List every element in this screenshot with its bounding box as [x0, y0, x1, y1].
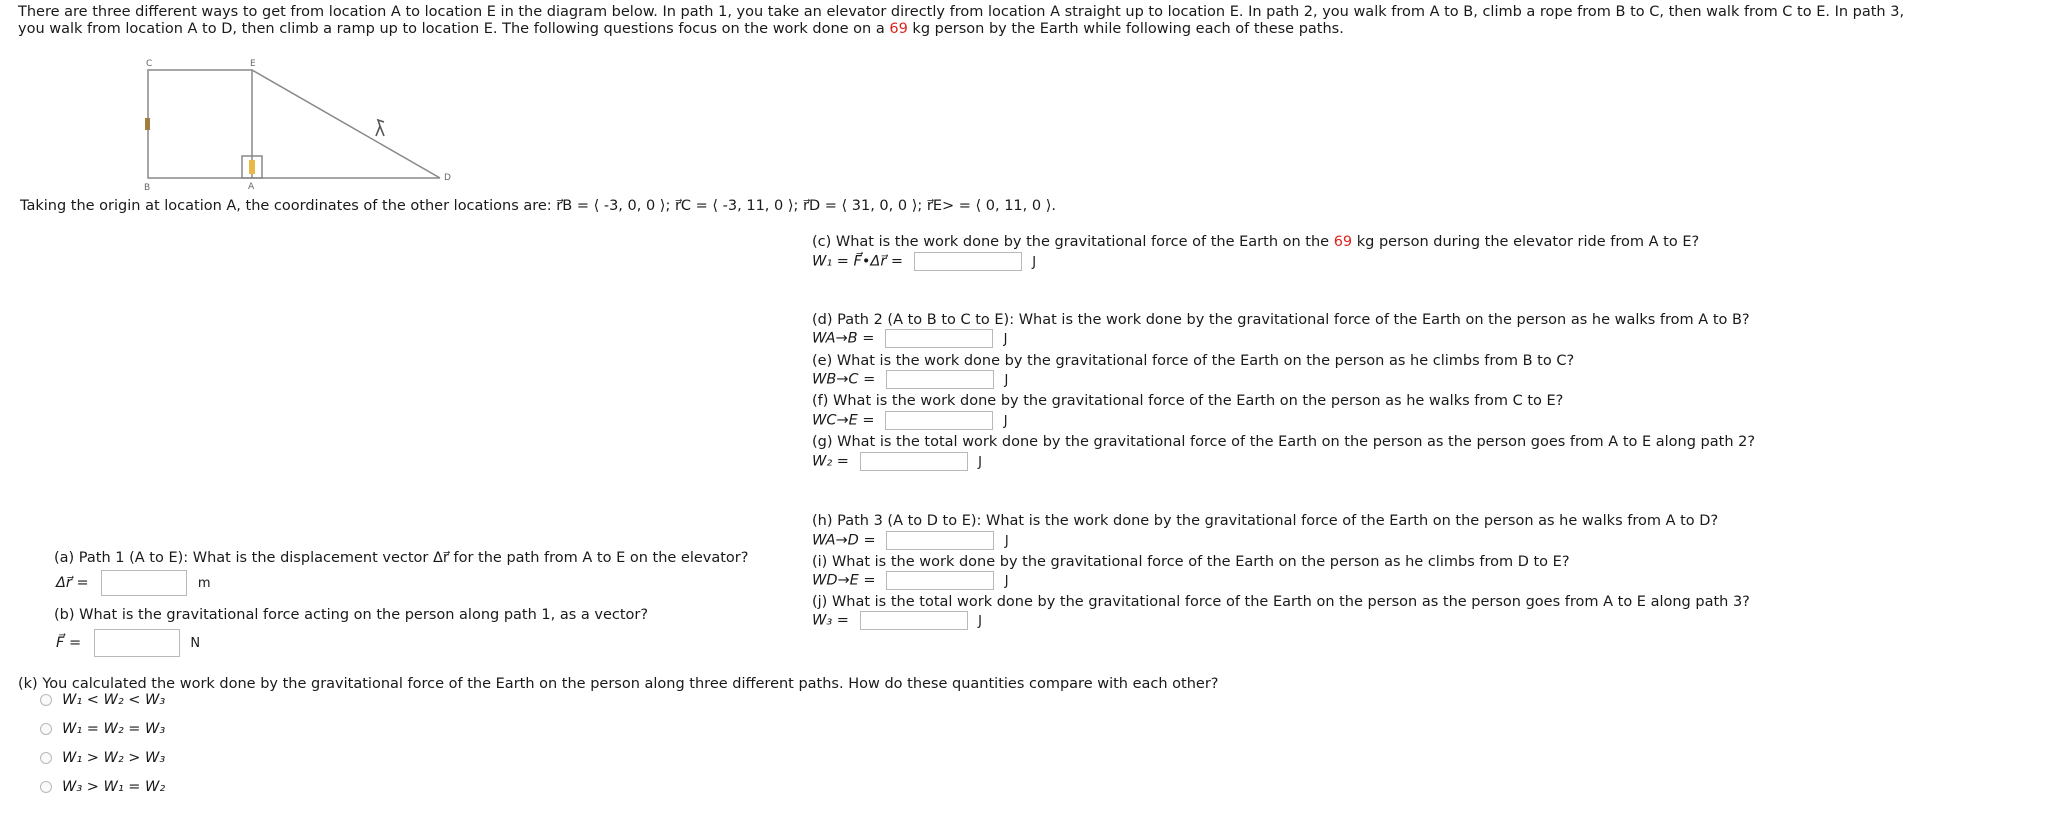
- question-e-row: [812, 370, 1008, 389]
- question-k-prompt: (k) You calculated the work done by the gravitational force of the Earth on the person along three different paths. How do these quantities compare with each other?: [18, 676, 1219, 692]
- question-b-row: [56, 629, 200, 657]
- mass-value: 69: [889, 21, 908, 37]
- question-j-label: W₃ =: [812, 612, 849, 629]
- ramp-walker-icon: [376, 120, 384, 136]
- option-k-4[interactable]: [40, 779, 165, 796]
- question-f-row: [812, 411, 1008, 430]
- question-i-label: WD→E =: [812, 572, 876, 589]
- answer-input-c[interactable]: [914, 252, 1022, 271]
- question-b-unit: N: [190, 636, 201, 651]
- question-j-prompt: (j) What is the total work done by the gravitational force of the Earth on the person as the person goes from A to E along path 3?: [812, 594, 1750, 610]
- question-f-unit: J: [1003, 413, 1008, 429]
- question-d-label: WA→B =: [812, 330, 875, 347]
- question-a-prompt: (a) Path 1 (A to E): What is the displacement vector Δr⃗ for the path from A to E on the elevator?: [54, 550, 749, 566]
- question-a-label: Δr⃗ =: [56, 575, 89, 591]
- rope-climber-icon: [145, 118, 150, 130]
- option-k-3[interactable]: [40, 750, 165, 767]
- question-i-prompt: (i) What is the work done by the gravitational force of the Earth on the person as he climbs from D to E?: [812, 554, 1570, 570]
- radio-button-k-3[interactable]: [40, 752, 52, 764]
- option-k-1[interactable]: [40, 692, 165, 709]
- label-e: E: [250, 59, 256, 69]
- question-f-label: WC→E =: [812, 412, 875, 429]
- intro-line-1: There are three different ways to get from location A to location E in the diagram below. In path 1, you take an elevator directly from location A straight up to location E. In path 2, you walk from A to B, climb a rope from B to C, then walk from C to E. In path 3,: [18, 4, 1905, 20]
- question-i-row: [812, 571, 1009, 590]
- option-k-4-label: W₃ > W₁ = W₂: [62, 779, 166, 795]
- question-j-unit: J: [978, 613, 982, 629]
- question-c-prompt: [812, 234, 1699, 251]
- question-k-options: [40, 692, 165, 796]
- question-a-unit: m: [197, 576, 211, 591]
- answer-input-d[interactable]: [885, 329, 993, 348]
- answer-input-e[interactable]: [886, 370, 994, 389]
- question-c-prompt-pre: (c) What is the work done by the gravitational force of the Earth on the: [812, 234, 1334, 250]
- label-c: C: [146, 59, 153, 69]
- question-h-label: WA→D =: [812, 532, 876, 549]
- ramp-line: [252, 70, 440, 178]
- label-a: A: [248, 182, 255, 192]
- question-a-row: [56, 570, 211, 596]
- elevator-person-icon: [249, 160, 255, 174]
- question-g-row: [812, 452, 982, 471]
- label-b: B: [144, 183, 151, 193]
- intro-line-2-pre: you walk from location A to D, then climb a ramp up to location E. The following questions focus on the work done on a: [18, 21, 890, 37]
- question-e-unit: J: [1004, 372, 1009, 388]
- question-c-prompt-post: kg person during the elevator ride from A to E?: [1352, 234, 1700, 250]
- radio-button-k-2[interactable]: [40, 723, 52, 735]
- question-i-unit: J: [1004, 573, 1009, 589]
- question-e-prompt: (e) What is the work done by the gravitational force of the Earth on the person as he climbs from B to C?: [812, 353, 1575, 369]
- option-k-2-label: W₁ = W₂ = W₃: [62, 721, 166, 737]
- option-k-2[interactable]: [40, 721, 165, 738]
- question-c-label: W₁ = F⃗•Δr⃗ =: [812, 253, 904, 270]
- question-c-row: [812, 252, 1036, 271]
- label-d: D: [444, 173, 451, 183]
- question-b-prompt: (b) What is the gravitational force acting on the person along path 1, as a vector?: [54, 607, 649, 623]
- question-b-label: F⃗ =: [56, 635, 82, 651]
- question-d-row: [812, 329, 1007, 348]
- question-d-prompt: (d) Path 2 (A to B to C to E): What is the work done by the gravitational force of the Earth on the person as he walks from A to B?: [812, 312, 1750, 328]
- question-h-prompt: (h) Path 3 (A to D to E): What is the work done by the gravitational force of the Earth on the person as he walks from A to D?: [812, 513, 1719, 529]
- question-c-mass: 69: [1333, 234, 1353, 250]
- question-g-label: W₂ =: [812, 453, 849, 470]
- question-f-prompt: (f) What is the work done by the gravitational force of the Earth on the person as he walks from C to E?: [812, 393, 1564, 409]
- radio-button-k-1[interactable]: [40, 694, 52, 706]
- question-h-unit: J: [1004, 533, 1009, 549]
- answer-input-h[interactable]: [886, 531, 994, 550]
- coordinates-text: Taking the origin at location A, the coordinates of the other locations are: r⃗B = ⟨ -3, 0, 0 ⟩; r⃗C = ⟨ -3, 11, 0 ⟩; r⃗D = ⟨ 31, 0, 0 ⟩; r⃗E> = ⟨ 0, 11, 0 ⟩.: [20, 198, 1056, 214]
- question-e-label: WB→C =: [812, 371, 876, 388]
- answer-input-a[interactable]: [101, 570, 187, 596]
- answer-input-f[interactable]: [885, 411, 993, 430]
- question-d-unit: J: [1003, 331, 1008, 347]
- question-g-unit: J: [978, 454, 982, 470]
- intro-line-2-post: kg person by the Earth while following each of these paths.: [907, 21, 1344, 37]
- intro-paragraph: [18, 4, 2018, 38]
- option-k-1-label: W₁ < W₂ < W₃: [62, 692, 166, 708]
- question-g-prompt: (g) What is the total work done by the gravitational force of the Earth on the person as the person goes from A to E along path 2?: [812, 434, 1756, 450]
- question-c-unit: J: [1032, 254, 1037, 270]
- option-k-3-label: W₁ > W₂ > W₃: [62, 750, 166, 766]
- question-j-row: [812, 611, 982, 630]
- intro-line-2: [18, 21, 2018, 38]
- question-h-row: [812, 531, 1009, 550]
- radio-button-k-4[interactable]: [40, 781, 52, 793]
- answer-input-j[interactable]: [860, 611, 968, 630]
- rectangle-path: [148, 70, 252, 178]
- answer-input-b[interactable]: [94, 629, 180, 657]
- answer-input-g[interactable]: [860, 452, 968, 471]
- answer-input-i[interactable]: [886, 571, 994, 590]
- path-diagram: [138, 56, 458, 196]
